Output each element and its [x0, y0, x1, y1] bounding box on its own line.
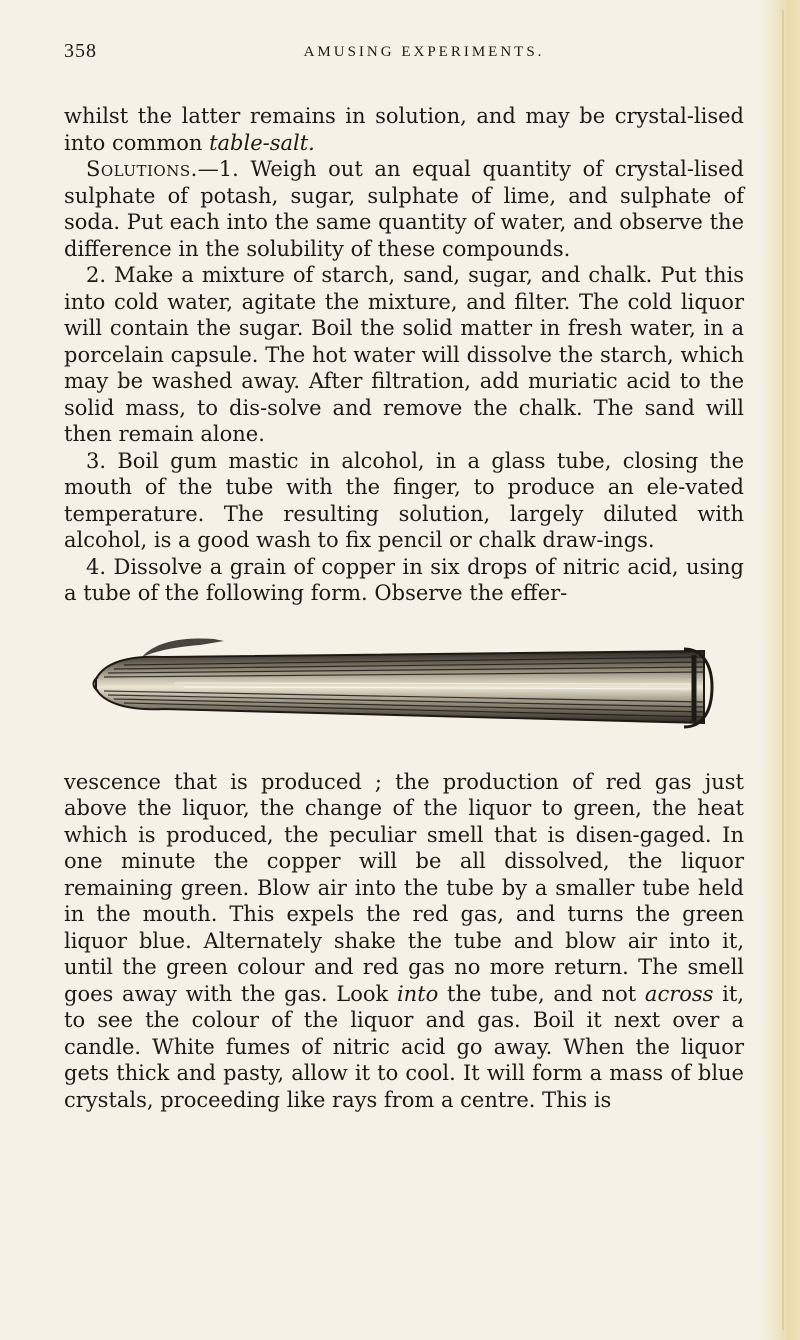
page-number: 358: [64, 40, 97, 62]
italic-term: into: [396, 981, 439, 1006]
italic-term: across: [644, 981, 714, 1006]
tube-illustration: [64, 627, 744, 747]
body-text: [64, 103, 744, 1113]
page-edge-line: [782, 10, 784, 1330]
text-run: the tube, and not: [438, 981, 645, 1006]
paragraph-solutions-1: [64, 156, 744, 262]
book-page: [64, 40, 744, 1113]
running-head: [64, 40, 744, 80]
text-run: whilst the latter remains in solution, and may be crystal-lised into common: [64, 104, 744, 155]
running-title: AMUSING EXPERIMENTS.: [303, 44, 545, 60]
paragraph-solutions-4: 4. Dissolve a grain of copper in six drops of nitric acid, using a tube of the following form. Observe the effer-: [64, 554, 744, 605]
text-run: —1. Weigh out an equal quantity of crystal-lised sulphate of potash, sugar, sulphate of lime, and sulphate of soda. Put each into the same quantity of water, and observe the difference in the solubility of these compounds.: [64, 157, 744, 261]
text-run: vescence that is produced ; the production of red gas just above the liquor, the change of the liquor to green, the heat which is produced, the peculiar smell that is disen-gaged. In one minute the copper will be all dissolved, the liquor remaining green. Blow air into the tube by a smaller tube held in the mouth. This expels the red gas, and turns the green liquor blue. Alternately shake the tube and blow air into it, until the green colour and red gas no more return. The smell goes away with the gas. Look: [64, 769, 744, 1006]
page-edge: [760, 0, 800, 1340]
paragraph-solutions-3: 3. Boil gum mastic in alcohol, in a glass tube, closing the mouth of the tube with the finger, to produce an ele-vated temperature. The resulting solution, largely diluted with alcohol, is a good wash to fix pencil or chalk draw-ings.: [64, 448, 744, 552]
section-lead: Solutions.: [86, 157, 198, 181]
paragraph-continuation-2: [64, 769, 744, 1114]
italic-term: table-salt.: [209, 130, 315, 155]
paragraph-continuation: [64, 103, 744, 156]
text-run: it, to see the colour of the liquor and gas. Boil it next over a candle. White fumes of nitric acid go away. When the liquor gets thick and pasty, allow it to cool. It will form a mass of blue crystals, proceeding like rays from a centre. This is: [64, 981, 745, 1112]
paragraph-solutions-2: 2. Make a mixture of starch, sand, sugar, and chalk. Put this into cold water, agitate the mixture, and filter. The cold liquor will contain the sugar. Boil the solid matter in fresh water, in a porcelain capsule. The hot water will dissolve the starch, which may be washed away. After filtration, add muriatic acid to the solid mass, to dis-solve and remove the chalk. The sand will then remain alone.: [64, 263, 744, 446]
